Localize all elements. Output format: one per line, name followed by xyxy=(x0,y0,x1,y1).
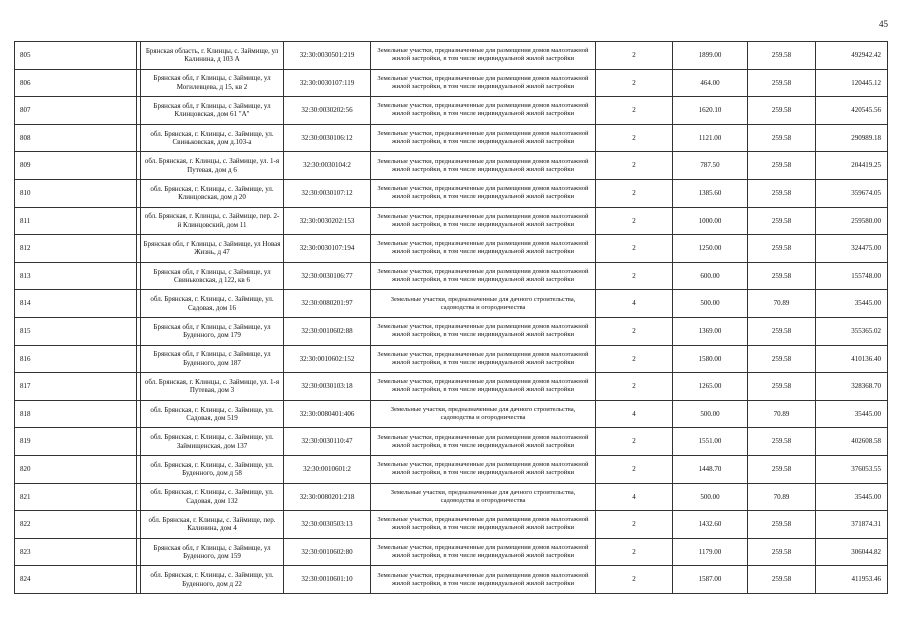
area-cell: 1179.00 xyxy=(673,538,748,566)
land-use-cell: Земельные участки, предназначенные для размещения домов малоэтажной жилой застройки, в том числе индивидуальной жилой застройки xyxy=(371,124,596,152)
area-cell: 1580.00 xyxy=(673,345,748,373)
row-number-cell: 820 xyxy=(15,455,137,483)
address-cell: Брянская обл, г Клинцы, с Займище, ул Буденного, дом 187 xyxy=(141,345,284,373)
address-cell: обл. Брянская, г. Клинцы, с. Займище, ул. Клинцовская, дом д 20 xyxy=(141,179,284,207)
row-number-cell: 824 xyxy=(15,566,137,594)
cadastral-number-cell: 32:30:0010602:152 xyxy=(284,345,371,373)
address-cell: Брянская обл, г Клинцы, с Займище, ул Новая Жизнь, д 47 xyxy=(141,235,284,263)
address-cell: обл. Брянская, г. Клинцы, с. Займище, ул. Садовая, дом 132 xyxy=(141,483,284,511)
cadastral-value-cell: 420545.56 xyxy=(816,97,888,125)
land-use-cell: Земельные участки, предназначенные для размещения домов малоэтажной жилой застройки, в том числе индивидуальной жилой застройки xyxy=(371,373,596,401)
land-use-cell: Земельные участки, предназначенные для размещения домов малоэтажной жилой застройки, в том числе индивидуальной жилой застройки xyxy=(371,566,596,594)
row-number-cell: 809 xyxy=(15,152,137,180)
cadastral-number-cell: 32:30:0010602:80 xyxy=(284,538,371,566)
cadastral-value-cell: 328368.70 xyxy=(816,373,888,401)
table-row xyxy=(15,152,888,180)
address-cell: обл. Брянская, г. Клинцы, с. Займище, ул. Буденного, дом д 58 xyxy=(141,455,284,483)
rate-cell: 259.58 xyxy=(748,235,816,263)
address-cell: обл. Брянская, г. Клинцы, с. Займище, пер. 2-й Клинцовский, дом 11 xyxy=(141,207,284,235)
table-row xyxy=(15,483,888,511)
cadastral-value-cell: 290989.18 xyxy=(816,124,888,152)
cadastral-value-cell: 492942.42 xyxy=(816,42,888,70)
table-row xyxy=(15,538,888,566)
row-number-cell: 812 xyxy=(15,235,137,263)
area-cell: 600.00 xyxy=(673,262,748,290)
rate-cell: 259.58 xyxy=(748,511,816,539)
address-cell: обл. Брянская, г. Клинцы, с. Займище, ул. Буденного, дом д 22 xyxy=(141,566,284,594)
row-number-cell: 817 xyxy=(15,373,137,401)
page-number: 45 xyxy=(879,19,888,29)
area-cell: 500.00 xyxy=(673,290,748,318)
address-cell: Брянская обл, г Клинцы, с Займище, ул Свиньковская, д 122, кв 6 xyxy=(141,262,284,290)
area-cell: 1369.00 xyxy=(673,317,748,345)
rate-cell: 259.58 xyxy=(748,345,816,373)
group-cell: 2 xyxy=(596,97,673,125)
cadastral-value-cell: 411953.46 xyxy=(816,566,888,594)
table-row xyxy=(15,235,888,263)
area-cell: 1250.00 xyxy=(673,235,748,263)
area-cell: 1899.00 xyxy=(673,42,748,70)
cadastral-value-cell: 371874.31 xyxy=(816,511,888,539)
cadastral-value-cell: 35445.00 xyxy=(816,483,888,511)
row-number-cell: 815 xyxy=(15,317,137,345)
address-cell: обл. Брянская, г. Клинцы, с. Займище, ул. Займищенская, дом 137 xyxy=(141,428,284,456)
table-row xyxy=(15,207,888,235)
table-row xyxy=(15,511,888,539)
group-cell: 2 xyxy=(596,511,673,539)
table-row xyxy=(15,400,888,428)
row-number-cell: 823 xyxy=(15,538,137,566)
cadastral-value-cell: 306044.82 xyxy=(816,538,888,566)
area-cell: 1385.60 xyxy=(673,179,748,207)
land-use-cell: Земельные участки, предназначенные для размещения домов малоэтажной жилой застройки, в том числе индивидуальной жилой застройки xyxy=(371,511,596,539)
area-cell: 1432.60 xyxy=(673,511,748,539)
area-cell: 787.50 xyxy=(673,152,748,180)
area-cell: 500.00 xyxy=(673,483,748,511)
rate-cell: 259.58 xyxy=(748,538,816,566)
land-use-cell: Земельные участки, предназначенные для размещения домов малоэтажной жилой застройки, в том числе индивидуальной жилой застройки xyxy=(371,262,596,290)
rate-cell: 259.58 xyxy=(748,428,816,456)
rate-cell: 259.58 xyxy=(748,207,816,235)
table-row xyxy=(15,428,888,456)
land-use-cell: Земельные участки, предназначенные для дачного строительства, садоводства и огородничества xyxy=(371,483,596,511)
land-use-cell: Земельные участки, предназначенные для дачного строительства, садоводства и огородничества xyxy=(371,400,596,428)
table-row xyxy=(15,262,888,290)
table-body xyxy=(15,42,888,594)
rate-cell: 259.58 xyxy=(748,152,816,180)
table-row xyxy=(15,455,888,483)
address-cell: обл. Брянская, г. Клинцы, с. Займище, пер. Калинина, дом 4 xyxy=(141,511,284,539)
land-use-cell: Земельные участки, предназначенные для размещения домов малоэтажной жилой застройки, в том числе индивидуальной жилой застройки xyxy=(371,42,596,70)
cadastral-value-cell: 355365.02 xyxy=(816,317,888,345)
land-use-cell: Земельные участки, предназначенные для размещения домов малоэтажной жилой застройки, в том числе индивидуальной жилой застройки xyxy=(371,538,596,566)
cadastral-number-cell: 32:30:0030106:77 xyxy=(284,262,371,290)
group-cell: 2 xyxy=(596,207,673,235)
area-cell: 1265.00 xyxy=(673,373,748,401)
table-row xyxy=(15,373,888,401)
row-number-cell: 821 xyxy=(15,483,137,511)
cadastral-number-cell: 32:30:0010601:2 xyxy=(284,455,371,483)
land-use-cell: Земельные участки, предназначенные для размещения домов малоэтажной жилой застройки, в том числе индивидуальной жилой застройки xyxy=(371,97,596,125)
cadastral-number-cell: 32:30:0030107:12 xyxy=(284,179,371,207)
cadastral-number-cell: 32:30:0080401:406 xyxy=(284,400,371,428)
land-use-cell: Земельные участки, предназначенные для размещения домов малоэтажной жилой застройки, в том числе индивидуальной жилой застройки xyxy=(371,428,596,456)
rate-cell: 259.58 xyxy=(748,317,816,345)
cadastral-value-cell: 35445.00 xyxy=(816,290,888,318)
table-row xyxy=(15,97,888,125)
cadastral-number-cell: 32:30:0010601:10 xyxy=(284,566,371,594)
cadastral-value-cell: 359674.05 xyxy=(816,179,888,207)
address-cell: обл. Брянская, г. Клинцы, с. Займище, ул. Свиньковская, дом д.103-а xyxy=(141,124,284,152)
cadastral-value-cell: 120445.12 xyxy=(816,69,888,97)
area-cell: 1000.00 xyxy=(673,207,748,235)
cadastral-number-cell: 32:30:0010602:88 xyxy=(284,317,371,345)
row-number-cell: 822 xyxy=(15,511,137,539)
land-use-cell: Земельные участки, предназначенные для размещения домов малоэтажной жилой застройки, в том числе индивидуальной жилой застройки xyxy=(371,69,596,97)
table-row xyxy=(15,69,888,97)
table-row xyxy=(15,42,888,70)
group-cell: 4 xyxy=(596,483,673,511)
area-cell: 1587.00 xyxy=(673,566,748,594)
table-row xyxy=(15,179,888,207)
table-row xyxy=(15,566,888,594)
group-cell: 2 xyxy=(596,124,673,152)
group-cell: 2 xyxy=(596,373,673,401)
cadastral-value-cell: 259580.00 xyxy=(816,207,888,235)
cadastral-value-cell: 155748.00 xyxy=(816,262,888,290)
rate-cell: 70.89 xyxy=(748,400,816,428)
cadastral-number-cell: 32:30:0030202:56 xyxy=(284,97,371,125)
address-cell: обл. Брянская, г. Клинцы, с. Займище, ул. Садовая, дом 519 xyxy=(141,400,284,428)
cadastral-value-cell: 410136.40 xyxy=(816,345,888,373)
land-use-cell: Земельные участки, предназначенные для размещения домов малоэтажной жилой застройки, в том числе индивидуальной жилой застройки xyxy=(371,152,596,180)
cadastral-value-cell: 204419.25 xyxy=(816,152,888,180)
cadastral-number-cell: 32:30:0030202:153 xyxy=(284,207,371,235)
cadastral-number-cell: 32:30:0030103:18 xyxy=(284,373,371,401)
cadastral-number-cell: 32:30:0030503:13 xyxy=(284,511,371,539)
group-cell: 4 xyxy=(596,400,673,428)
area-cell: 1121.00 xyxy=(673,124,748,152)
row-number-cell: 807 xyxy=(15,97,137,125)
area-cell: 1551.00 xyxy=(673,428,748,456)
rate-cell: 259.58 xyxy=(748,69,816,97)
rate-cell: 259.58 xyxy=(748,97,816,125)
row-number-cell: 818 xyxy=(15,400,137,428)
group-cell: 2 xyxy=(596,152,673,180)
group-cell: 2 xyxy=(596,317,673,345)
group-cell: 2 xyxy=(596,42,673,70)
group-cell: 2 xyxy=(596,69,673,97)
cadastral-number-cell: 32:30:0030107:119 xyxy=(284,69,371,97)
row-number-cell: 816 xyxy=(15,345,137,373)
group-cell: 2 xyxy=(596,262,673,290)
area-cell: 500.00 xyxy=(673,400,748,428)
group-cell: 2 xyxy=(596,538,673,566)
group-cell: 2 xyxy=(596,455,673,483)
rate-cell: 259.58 xyxy=(748,373,816,401)
row-number-cell: 811 xyxy=(15,207,137,235)
cadastral-number-cell: 32:30:0080201:97 xyxy=(284,290,371,318)
rate-cell: 70.89 xyxy=(748,483,816,511)
cadastral-value-cell: 402608.58 xyxy=(816,428,888,456)
land-use-cell: Земельные участки, предназначенные для размещения домов малоэтажной жилой застройки, в том числе индивидуальной жилой застройки xyxy=(371,207,596,235)
land-use-cell: Земельные участки, предназначенные для размещения домов малоэтажной жилой застройки, в том числе индивидуальной жилой застройки xyxy=(371,455,596,483)
area-cell: 1620.10 xyxy=(673,97,748,125)
address-cell: Брянская обл, г Клинцы, с Займище, ул Буденного, дом 159 xyxy=(141,538,284,566)
address-cell: Брянская обл, г Клинцы, с Займище, ул Клинцовская, дом 61 "А" xyxy=(141,97,284,125)
row-number-cell: 810 xyxy=(15,179,137,207)
rate-cell: 259.58 xyxy=(748,42,816,70)
land-use-cell: Земельные участки, предназначенные для размещения домов малоэтажной жилой застройки, в том числе индивидуальной жилой застройки xyxy=(371,345,596,373)
cadastral-number-cell: 32:30:0030501:219 xyxy=(284,42,371,70)
group-cell: 2 xyxy=(596,345,673,373)
row-number-cell: 814 xyxy=(15,290,137,318)
rate-cell: 259.58 xyxy=(748,179,816,207)
address-cell: обл. Брянская, г. Клинцы, с. Займище, ул. Садовая, дом 16 xyxy=(141,290,284,318)
row-number-cell: 806 xyxy=(15,69,137,97)
cadastral-number-cell: 32:30:0080201:218 xyxy=(284,483,371,511)
table-row xyxy=(15,124,888,152)
rate-cell: 259.58 xyxy=(748,262,816,290)
cadastral-value-cell: 35445.00 xyxy=(816,400,888,428)
rate-cell: 259.58 xyxy=(748,455,816,483)
row-number-cell: 813 xyxy=(15,262,137,290)
land-use-cell: Земельные участки, предназначенные для дачного строительства, садоводства и огородничества xyxy=(371,290,596,318)
cadastral-value-cell: 376053.55 xyxy=(816,455,888,483)
cadastral-number-cell: 32:30:0030107:194 xyxy=(284,235,371,263)
area-cell: 1448.70 xyxy=(673,455,748,483)
table-row xyxy=(15,345,888,373)
address-cell: Брянская обл, г Клинцы, с Займище, ул Могилевцева, д 15, кв 2 xyxy=(141,69,284,97)
group-cell: 2 xyxy=(596,179,673,207)
land-use-cell: Земельные участки, предназначенные для размещения домов малоэтажной жилой застройки, в том числе индивидуальной жилой застройки xyxy=(371,235,596,263)
address-cell: Брянская область, г. Клинцы, с. Займище, ул Калинина, д 103 А xyxy=(141,42,284,70)
cadastral-number-cell: 32:30:0030110:47 xyxy=(284,428,371,456)
cadastral-value-cell: 324475.00 xyxy=(816,235,888,263)
table-row xyxy=(15,317,888,345)
group-cell: 2 xyxy=(596,566,673,594)
area-cell: 464.00 xyxy=(673,69,748,97)
land-use-cell: Земельные участки, предназначенные для размещения домов малоэтажной жилой застройки, в том числе индивидуальной жилой застройки xyxy=(371,317,596,345)
rate-cell: 259.58 xyxy=(748,124,816,152)
row-number-cell: 805 xyxy=(15,42,137,70)
cadastral-number-cell: 32:30:0030104:2 xyxy=(284,152,371,180)
table-row xyxy=(15,290,888,318)
address-cell: Брянская обл, г Клинцы, с Займище, ул Буденного, дом 179 xyxy=(141,317,284,345)
rate-cell: 70.89 xyxy=(748,290,816,318)
group-cell: 4 xyxy=(596,290,673,318)
group-cell: 2 xyxy=(596,235,673,263)
land-use-cell: Земельные участки, предназначенные для размещения домов малоэтажной жилой застройки, в том числе индивидуальной жилой застройки xyxy=(371,179,596,207)
row-number-cell: 819 xyxy=(15,428,137,456)
group-cell: 2 xyxy=(596,428,673,456)
row-number-cell: 808 xyxy=(15,124,137,152)
land-registry-table xyxy=(14,41,888,594)
cadastral-number-cell: 32:30:0030106:12 xyxy=(284,124,371,152)
rate-cell: 259.58 xyxy=(748,566,816,594)
address-cell: обл. Брянская, г. Клинцы, с. Займище, ул. 1-я Путевая, дом д 6 xyxy=(141,152,284,180)
address-cell: обл. Брянская, г. Клинцы, с. Займище, ул. 1-я Путевая, дом 3 xyxy=(141,373,284,401)
